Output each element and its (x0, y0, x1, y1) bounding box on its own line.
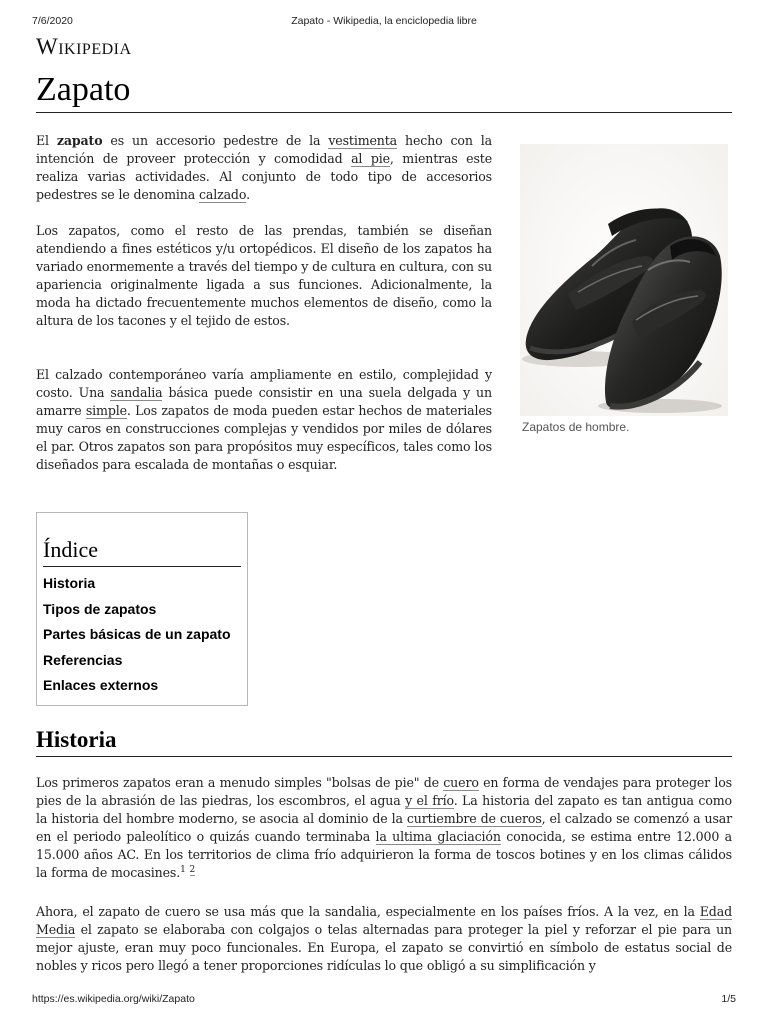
table-of-contents (36, 512, 248, 706)
print-header (32, 15, 736, 29)
figure-caption: Zapatos de hombre. (522, 420, 630, 434)
link-cuero[interactable]: cuero (443, 775, 479, 790)
link-vestimenta[interactable]: vestimenta (328, 133, 398, 148)
print-footer-url: https://es.wikipedia.org/wiki/Zapato (32, 993, 195, 1005)
link-al-pie[interactable]: al pie (351, 151, 390, 166)
link-calzado[interactable]: calzado (198, 187, 247, 202)
link-glaciacion[interactable]: la ultima glaciación (375, 829, 501, 844)
print-footer-page: 1/5 (721, 993, 736, 1005)
intro-paragraph-2: Los zapatos, como el resto de las prendas, también se diseñan atendiendo a fines estéticos y/u ortopédicos. El diseño de los zapatos ha variado enormemente a través del tiempo y de cultura en cultura, con su apariencia originalmente ligada a sus funciones. Adicionalmente, la moda ha dictado frecuentemente muchos elementos de diseño, como la altura de los tacones y el tejido de estos. (36, 223, 492, 328)
loafers-photo (520, 144, 728, 416)
toc-item-historia[interactable]: Historia (43, 575, 96, 591)
toc-item-enlaces-externos[interactable]: Enlaces externos (43, 677, 159, 693)
wikipedia-wordmark[interactable]: Wikipedia (36, 34, 132, 59)
intro-paragraph-3: El calzado contemporáneo varía ampliamente en estilo, complejidad y costo. Una sandalia básica puede consistir en una suela delgada y un amarre simple. Los zapatos de moda pueden estar hechos de materiales muy caros en construcciones complejas y vendidos por miles de dólares el par. Otros zapatos son para propósitos muy específicos, tales como los diseñados para escalada de montañas o esquiar. (36, 367, 492, 472)
shoes-image[interactable] (520, 144, 728, 416)
link-curtiembre[interactable]: curtiembre de cueros (406, 811, 542, 826)
toc-title: Índice (43, 537, 241, 567)
intro-paragraph-1: El zapato es un accesorio pedestre de la vestimenta hecho con la intención de proveer protección y comodidad al pie, mientras este realiza varias actividades. Al conjunto de todo tipo de accesorios pedestres se le denomina calzado. (36, 133, 492, 202)
historia-paragraph-1: Los primeros zapatos eran a menudo simples "bolsas de pie" de cuero en forma de vendajes para proteger los pies de la abrasión de las piedras, los escombros, el agua y el frío. La historia del zapato es tan antigua como la historia del hombre moderno, se asocia al dominio de la curtiembre de cueros, el calzado se comenzó a usar en el periodo paleolítico o quizás cuando terminaba la ultima glaciación conocida, se estima entre 12.000 a 15.000 años AC. En los territorios de clima frío adquirieron la forma de toscos botines y en los climas cálidos la forma de mocasines.$^1$ $^2$ (36, 775, 732, 880)
article-title: Zapato (36, 71, 732, 113)
reference-1[interactable]: 1 (180, 864, 186, 875)
toc-item-tipos-de-zapatos[interactable]: Tipos de zapatos (43, 600, 157, 617)
print-page-title: Zapato - Wikipedia, la enciclopedia libre (291, 15, 477, 27)
link-sandalia[interactable]: sandalia (110, 385, 163, 400)
bold-term: zapato (56, 133, 103, 148)
link-simple[interactable]: simple (85, 403, 127, 418)
section-heading-historia: Historia (36, 727, 732, 757)
toc-list (43, 575, 231, 703)
reference-2[interactable]: 2 (189, 864, 196, 875)
print-date: 7/6/2020 (32, 15, 73, 27)
historia-paragraph-2: Ahora, el zapato de cuero se usa más que la sandalia, especialmente en los países fríos. A la vez, en la Edad Media el zapato se elaboraba con colgajos o telas alternadas para proteger la piel y reforzar el pie para un mejor ajuste, eran muy poco funcionales. En Europa, el zapato se convirtió en símbolo de estatus social de nobles y ricos pero llegó a tener proporciones ridículas lo que obligó a su simplificación y (36, 904, 732, 973)
link-frio[interactable]: y el frío (405, 793, 454, 808)
toc-item-referencias[interactable]: Referencias (43, 651, 123, 668)
link-edad-media[interactable]: Edad Media (36, 904, 732, 937)
toc-item-partes-basicas[interactable]: Partes básicas de un zapato (43, 626, 231, 642)
